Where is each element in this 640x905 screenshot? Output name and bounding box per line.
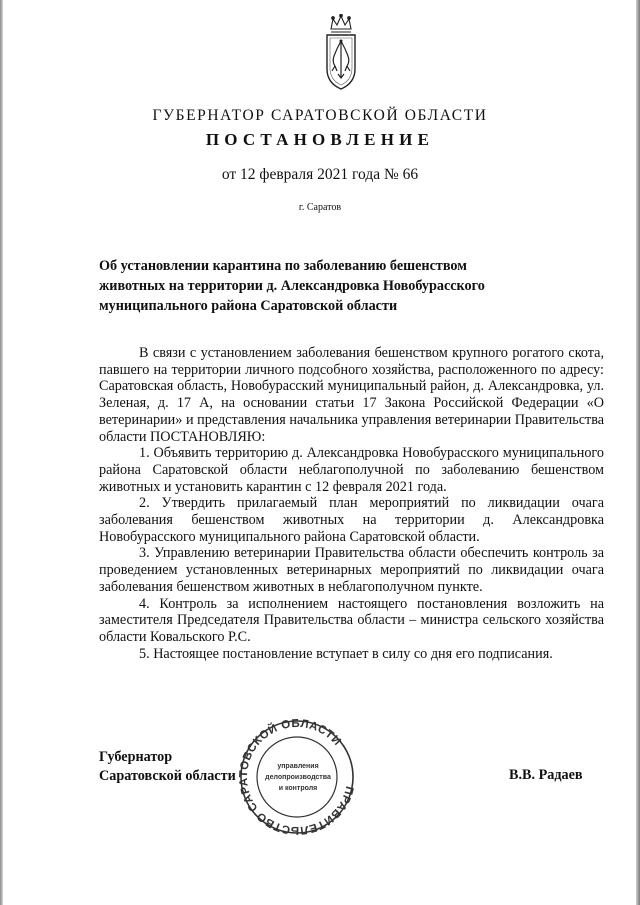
stamp-inner-line: управления bbox=[277, 763, 319, 770]
clause-2: 2. Утвердить прилагаемый план мероприятий по ликвидации очага заболевания бешенством животных на территории д. Александровка Новобурасского муниципального района Саратовской области. bbox=[99, 495, 604, 545]
signatory-name: В.В. Радаев bbox=[509, 767, 583, 783]
document-type-title: ПОСТАНОВЛЕНИЕ bbox=[205, 130, 435, 149]
organization-header: ГУБЕРНАТОР САРАТОВСКОЙ ОБЛАСТИ bbox=[152, 107, 488, 124]
signatory-title bbox=[99, 748, 236, 786]
stamp-inner-line: делопроизводства bbox=[265, 774, 331, 781]
stamp-inner-line: и контроля bbox=[278, 785, 318, 792]
signatory-title-line: Саратовской области bbox=[99, 768, 236, 784]
clause-5: 5. Настоящее постановление вступает в силу со дня его подписания. bbox=[139, 645, 553, 662]
city-label: г. Саратов bbox=[298, 202, 342, 213]
signatory-title-line: Губернатор bbox=[99, 749, 173, 765]
clause-3: 3. Управлению ветеринарии Правительства области обеспечить контроль за проведением установленных ветеринарных мероприятий по ликвидации очага заболевания бешенством животных в неблагополучном пункте. bbox=[99, 545, 604, 595]
clause-1: 1. Объявить территорию д. Александровка Новобурасского муниципального района Саратовской области неблагополучной по заболеванию бешенством животных и установить карантин с 12 февраля 2021 года. bbox=[99, 445, 604, 495]
clause-4: 4. Контроль за исполнением настоящего постановления возложить на заместителя Председателя Правительства области – министра сельского хозяйства области Ковальского Р.С. bbox=[99, 595, 604, 645]
official-stamp bbox=[232, 718, 362, 836]
date-and-number: от 12 февраля 2021 года № 66 bbox=[221, 166, 419, 183]
subject-line: животных на территории д. Александровка Новобурасского bbox=[99, 278, 485, 294]
preamble-paragraph: В связи с установлением заболевания бешенством крупного рогатого скота, павшего на территории личного подсобного хозяйства, расположенного по адресу: Саратовская область, Новобурасский муниципальный район, д. Александровка, ул. Зеленая, д. 17 А, на основании статьи 17 Закона Российской Федерации «О ветеринарии» и представления начальника управления ветеринарии Правительства области ПОСТАНОВЛЯЮ: bbox=[99, 345, 604, 445]
subject-line: Об установлении карантина по заболеванию бешенством bbox=[99, 258, 467, 274]
document-subject bbox=[99, 256, 519, 316]
stamp-outer-text: ПРАВИТЕЛЬСТВО САРАТОВСКОЙ ОБЛАСТИ bbox=[237, 718, 356, 836]
document-body bbox=[99, 345, 604, 662]
subject-line: муниципального района Саратовской области bbox=[99, 298, 398, 314]
saratov-coat-of-arms-icon bbox=[318, 14, 364, 92]
